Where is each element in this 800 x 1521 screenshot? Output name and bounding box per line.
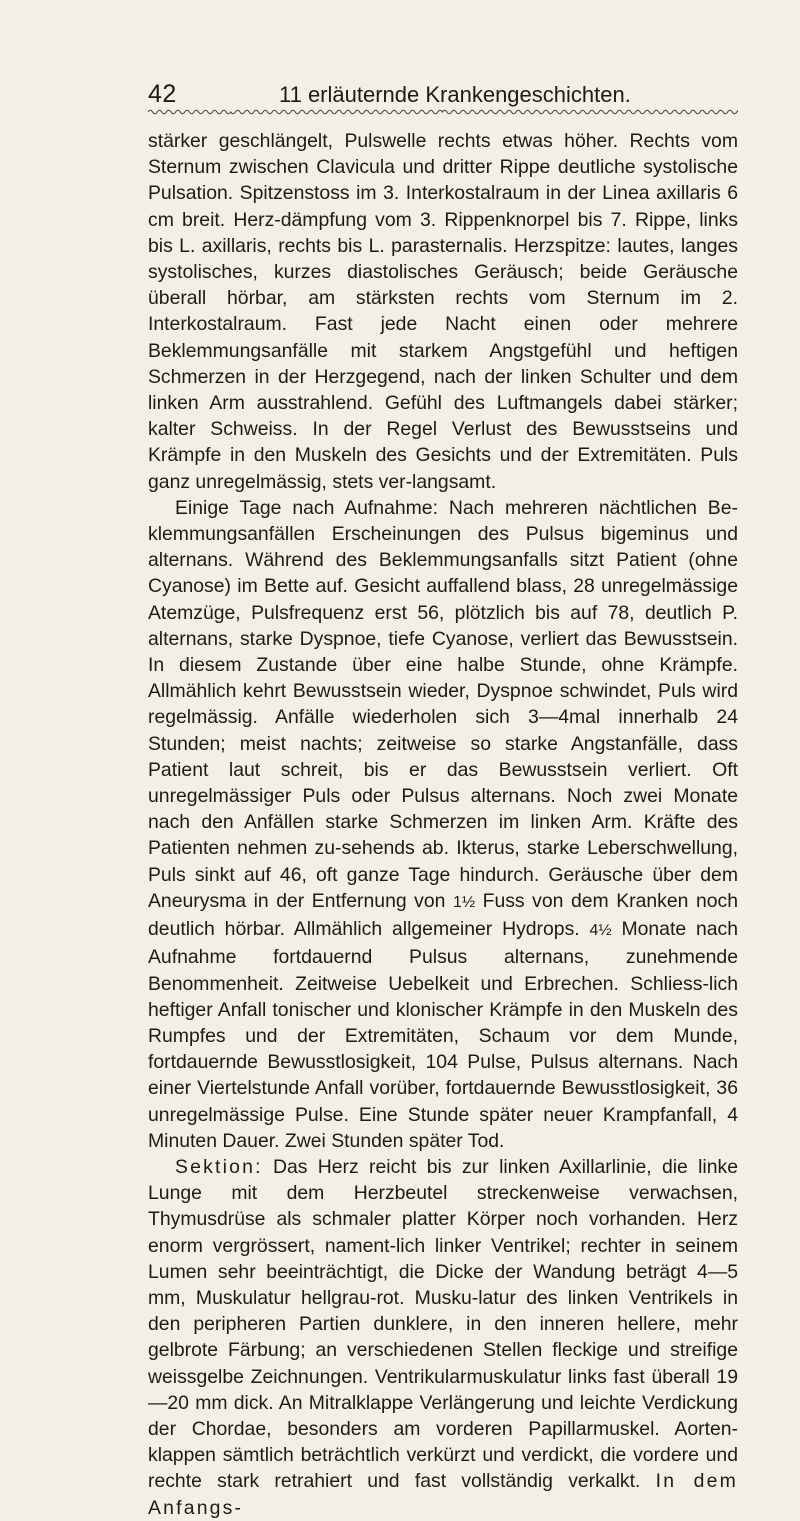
paragraph-case-findings bbox=[148, 128, 738, 495]
fraction-distance: 1½ bbox=[452, 893, 476, 911]
running-head bbox=[148, 80, 738, 114]
paragraph-text: Fuss von dem Kranken noch deutlich hörbar. Allmählich allgemeiner Hydrops. bbox=[148, 889, 739, 941]
body-text bbox=[148, 128, 738, 1521]
paragraph-text: Einige Tage nach Aufnahme: Nach mehreren nächtlichen Be-klemmungsanfällen Erscheinungen des Pulsus bigeminus und alternans. Während des Beklemmungsanfalls sitzt Patient (ohne Cyanose) im Bette auf. Gesicht auffallend blass, 28 unregelmässige Atemzüge, Pulsfrequenz erst 56, plötzlich bis auf 78, deutlich P. alternans, starke Dyspnoe, tiefe Cyanose, verliert das Bewusstsein. In diesem Zustande über eine halbe Stunde, ohne Krämpfe. Allmählich kehrt Bewusstsein wieder, Dyspnoe schwindet, Puls wird regelmässig. Anfälle wiederholen sich 3—4mal innerhalb 24 Stunden; meist nachts; zeitweise so starke Angstanfälle, dass Patient laut schreit, bis er das Bewusstsein verliert. Oft unregelmässiger Puls oder Pulsus alternans. Noch zwei Monate nach den Anfällen starke Schmerzen im linken Arm. Kräfte des Patienten nehmen zu-sehends ab. Ikterus, starke Leberschwellung, Puls sinkt auf 46, oft ganze Tage hindurch. Geräusche über dem Aneurysma in der Entfernung von bbox=[148, 496, 738, 912]
section-lead-word: Sektion: bbox=[175, 1155, 263, 1178]
paragraph-autopsy bbox=[148, 1154, 738, 1521]
trailing-spaced-text: In dem Anfangs- bbox=[148, 1470, 738, 1519]
paragraph-text: Das Herz reicht bis zur linken Axillarlinie, die linke Lunge mit dem Herzbeutel streckenweise verwachsen, Thymusdrüse als schmaler platter Körper noch vorhanden. Herz enorm vergrössert, nament-lich linker Ventrikel; rechter in seinem Lumen sehr beeinträchtigt, die Dicke der Wandung beträgt 4—5 mm, Muskulatur hellgrau-rot. Musku-latur des linken Ventrikels in den peripheren Partien dunklere, in den inneren hellere, mehr gelbrote Färbung; an verschiedenen Stellen fleckige und streifige weissgelbe Zeichnungen. Ventrikularmuskulatur links fast überall 19—20 mm dick. An Mitralklappe Verlängerung und leichte Verdickung der Chordae, besonders am vorderen Papillarmuskel. Aorten-klappen sämtlich beträchtlich verkürzt und verdickt, die vordere und rechte stark retrahiert und fast vollständig verkalkt. bbox=[148, 1155, 739, 1493]
paragraph-text: Monate nach Aufnahme fortdauernd Pulsus alternans, zunehmende Benommenheit. Zeitweise Uebelkeit und Erbrechen. Schliess-lich heftiger Anfall tonischer und klonischer Krämpfe in den Muskeln des Rumpfes und der Extremitäten, Schaum vor dem Munde, fortdauernde Bewusstlosigkeit, 104 Pulse, Pulsus alternans. Nach einer Viertelstunde Anfall vorüber, fortdauernde Bewusstlosigkeit, 36 unregelmässige Pulse. Eine Stunde später neuer Krampfanfall, 4 Minuten Dauer. Zwei Stunden später Tod. bbox=[148, 918, 738, 1152]
running-title: 11 erläuternde Krankengeschichten. bbox=[279, 82, 631, 107]
wavy-rule-ornament bbox=[148, 108, 738, 116]
fraction-months: 4½ bbox=[589, 922, 612, 940]
paragraph-text: stärker geschlängelt, Pulswelle rechts etwas höher. Rechts vom Sternum zwischen Clavicula und dritter Rippe deutliche systolische Pulsation. Spitzenstoss im 3. Interkostalraum in der Linea axillaris 6 cm breit. Herz-dämpfung vom 3. Rippenknorpel bis 7. Rippe, links bis L. axillaris, rechts bis L. parasternalis. Herzspitze: lautes, langes systolisches, kurzes diastolisches Geräusch; beide Geräusche überall hörbar, am stärksten rechts vom Sternum im 2. Interkostalraum. Fast jede Nacht einen oder mehrere Beklemmungsanfälle mit starkem Angstgefühl und heftigen Schmerzen in der Herzgegend, nach der linken Schulter und dem linken Arm ausstrahlend. Gefühl des Luftmangels dabei stärker; kalter Schweiss. In der Regel Verlust des Bewusstseins und Krämpfe in den Muskeln des Gesichts und der Extremitäten. Puls ganz unregelmässig, stets ver-langsamt. bbox=[148, 130, 738, 493]
paragraph-course bbox=[148, 495, 738, 1154]
page-number: 42 bbox=[148, 80, 177, 108]
